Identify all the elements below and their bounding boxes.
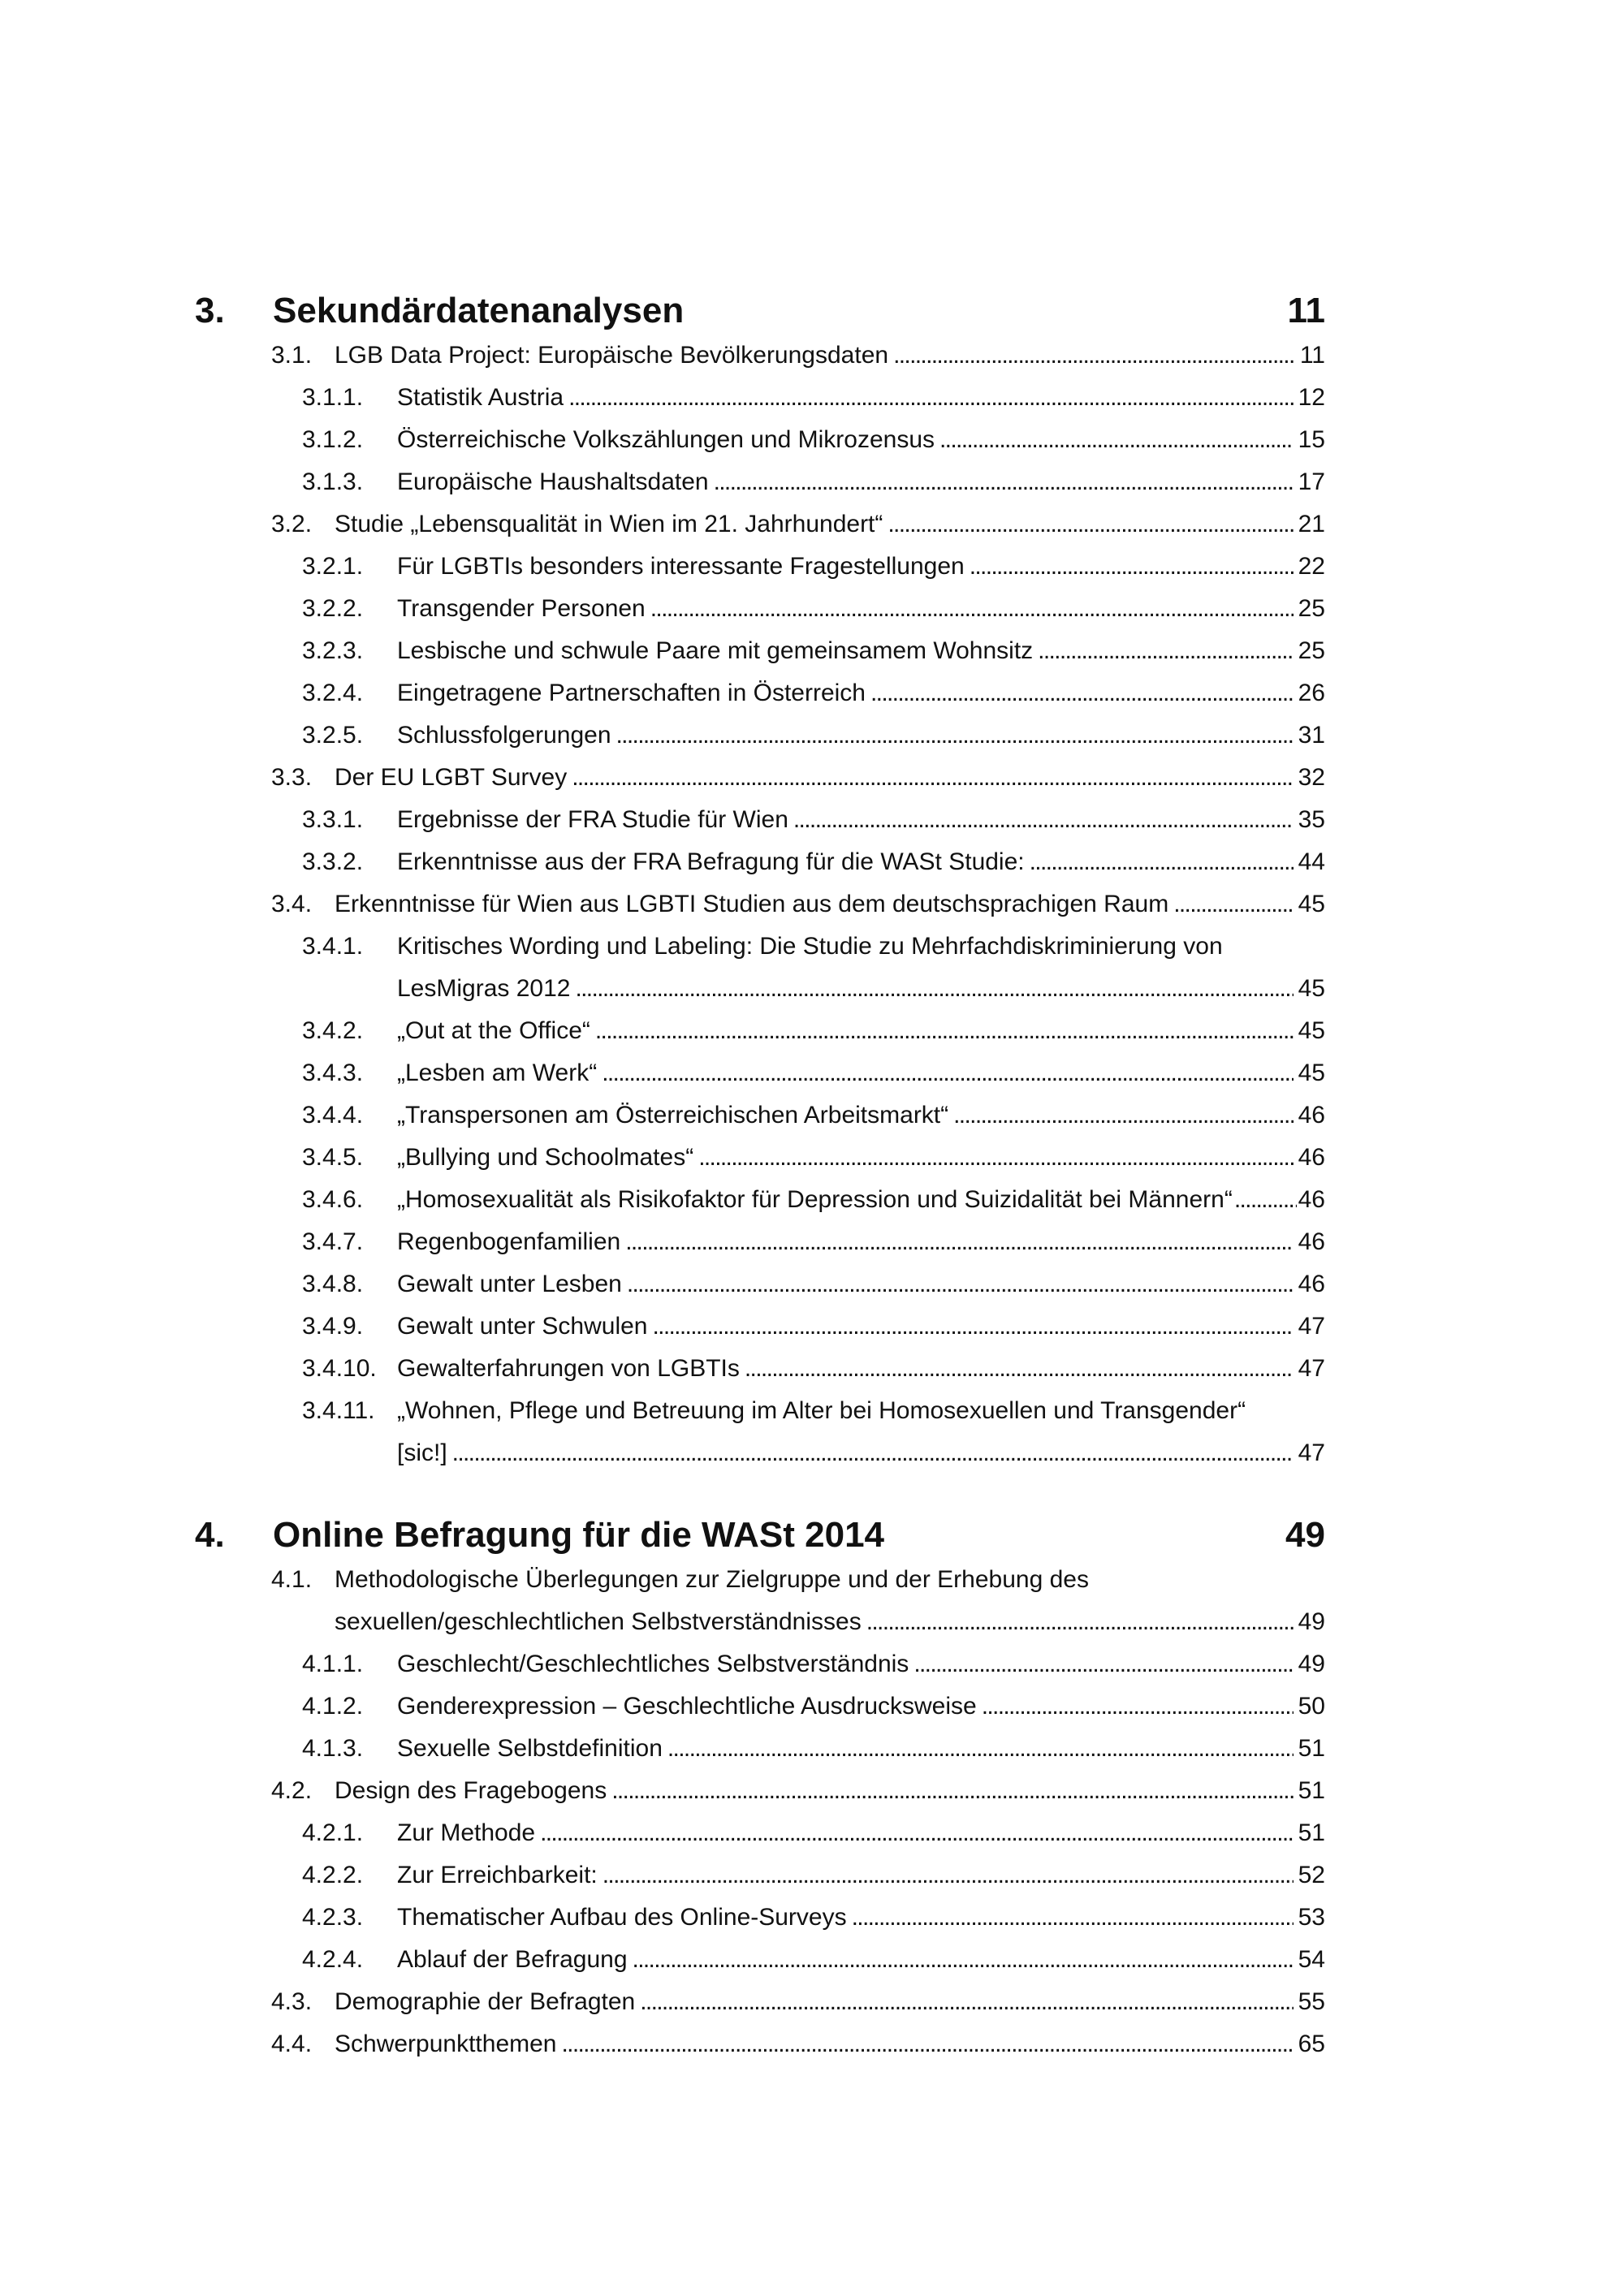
entry-title: Transgender Personen <box>397 595 646 622</box>
dot-leader <box>852 1897 1294 1939</box>
entry-number: 3.4.8. <box>302 1271 364 1297</box>
entry-title: Lesbische und schwule Paare mit gemeinsamem Wohnsitz <box>397 637 1034 664</box>
entry-page-number: 44 <box>1298 848 1325 875</box>
entry-page-number: 47 <box>1298 1439 1325 1466</box>
entry-page-number: 50 <box>1298 1693 1325 1720</box>
entry-number: 4.1.3. <box>302 1735 364 1762</box>
entry-title: Kritisches Wording und Labeling: Die Studie zu Mehrfachdiskriminierung von <box>397 933 1223 960</box>
toc-entry[interactable] <box>302 672 1325 714</box>
dot-leader <box>562 2023 1294 2065</box>
toc-entry[interactable] <box>302 1348 1325 1390</box>
entry-title: Erkenntnisse aus der FRA Befragung für die WASt Studie: <box>397 848 1025 875</box>
toc-entry[interactable] <box>302 630 1325 672</box>
entry-number: 3.3. <box>271 764 313 791</box>
toc-chapter-heading[interactable] <box>195 1507 1325 1564</box>
entry-page-number: 46 <box>1298 1186 1325 1213</box>
toc-entry[interactable] <box>302 1179 1325 1221</box>
entry-number: 4.2.2. <box>302 1862 364 1888</box>
entry-title: Demographie der Befragten <box>335 1988 636 2015</box>
dot-leader <box>893 334 1295 377</box>
entry-page-number: 26 <box>1298 680 1325 706</box>
entry-number: 4.1. <box>271 1566 313 1593</box>
dot-leader <box>603 1854 1294 1897</box>
entry-number: 3.4.3. <box>302 1060 364 1086</box>
entry-page-number: 52 <box>1298 1862 1325 1888</box>
entry-page-number: 46 <box>1298 1144 1325 1171</box>
toc-entry[interactable] <box>302 714 1325 757</box>
entry-number: 3.4.2. <box>302 1017 364 1044</box>
dot-leader <box>627 1263 1294 1306</box>
toc-entry[interactable] <box>302 1685 1325 1728</box>
toc-entry-continuation[interactable] <box>335 1601 1325 1643</box>
entry-title: Thematischer Aufbau des Online-Surveys <box>397 1904 847 1931</box>
dot-leader <box>1173 883 1293 926</box>
toc-entry[interactable] <box>271 334 1325 377</box>
entry-number: 3.3.1. <box>302 806 364 833</box>
entry-number: 3.4.5. <box>302 1144 364 1171</box>
toc-entry[interactable] <box>302 1939 1325 1981</box>
entry-page-number: 45 <box>1298 1060 1325 1086</box>
entry-page-number: 54 <box>1298 1946 1325 1973</box>
dot-leader <box>914 1643 1293 1685</box>
entry-number: 3.4.10. <box>302 1355 377 1382</box>
entry-number: 3.4. <box>271 891 313 917</box>
dot-leader <box>540 1812 1294 1854</box>
dot-leader <box>970 546 1294 588</box>
dot-leader <box>1038 630 1293 672</box>
entry-page-number: 31 <box>1298 722 1325 749</box>
entry-title: Regenbogenfamilien <box>397 1228 621 1255</box>
entry-title: Geschlecht/Geschlechtliches Selbstverständnis <box>397 1651 909 1677</box>
toc-entry[interactable] <box>302 1221 1325 1263</box>
toc-entry[interactable] <box>302 1094 1325 1137</box>
toc-entry[interactable] <box>271 1770 1325 1812</box>
entry-page-number: 21 <box>1298 511 1325 537</box>
toc-entry-first-line[interactable] <box>302 1390 1246 1432</box>
dot-leader <box>452 1432 1294 1474</box>
toc-entry[interactable] <box>271 2023 1325 2065</box>
entry-title: Der EU LGBT Survey <box>335 764 568 791</box>
dot-leader <box>714 461 1294 503</box>
entry-title: Statistik Austria <box>397 384 564 411</box>
entry-title: Für LGBTIs besonders interessante Fragestellungen <box>397 553 965 580</box>
toc-entry-continuation[interactable] <box>397 968 1325 1010</box>
dot-leader <box>866 1601 1294 1643</box>
entry-page-number: 47 <box>1298 1313 1325 1340</box>
entry-page-number: 25 <box>1298 595 1325 622</box>
entry-page-number: 35 <box>1298 806 1325 833</box>
dot-leader <box>939 419 1294 461</box>
toc-entry[interactable] <box>271 503 1325 546</box>
entry-page-number: 17 <box>1298 468 1325 495</box>
dot-leader <box>602 1052 1293 1094</box>
dot-leader <box>611 1770 1293 1812</box>
chapter-page-number: 49 <box>1285 1515 1325 1555</box>
toc-entry[interactable] <box>271 883 1325 926</box>
entry-title: Zur Erreichbarkeit: <box>397 1862 598 1888</box>
chapter-title: Online Befragung für die WASt 2014 <box>273 1515 885 1555</box>
entry-title: „Transpersonen am Österreichischen Arbeitsmarkt“ <box>397 1102 949 1129</box>
toc-entry[interactable] <box>302 461 1325 503</box>
entry-title: Methodologische Überlegungen zur Zielgruppe und der Erhebung des <box>335 1566 1089 1593</box>
entry-page-number: 46 <box>1298 1228 1325 1255</box>
dot-leader <box>625 1221 1293 1263</box>
dot-leader <box>616 714 1294 757</box>
entry-number: 3.4.1. <box>302 933 364 960</box>
entry-number: 4.3. <box>271 1988 313 2015</box>
entry-page-number: 32 <box>1298 764 1325 791</box>
toc-entry[interactable] <box>302 799 1325 841</box>
toc-entry[interactable] <box>302 1728 1325 1770</box>
entry-title: Ablauf der Befragung <box>397 1946 628 1973</box>
toc-entry[interactable] <box>302 1812 1325 1854</box>
entry-number: 3.1.2. <box>302 426 364 453</box>
entry-title: Studie „Lebensqualität in Wien im 21. Jahrhundert“ <box>335 511 883 537</box>
dot-leader <box>745 1348 1294 1390</box>
entry-page-number: 12 <box>1298 384 1325 411</box>
entry-number: 4.2.3. <box>302 1904 364 1931</box>
toc-entry[interactable] <box>302 841 1325 883</box>
entry-title: Genderexpression – Geschlechtliche Ausdrucksweise <box>397 1693 977 1720</box>
entry-title: Design des Fragebogens <box>335 1777 607 1804</box>
entry-title: „Out at the Office“ <box>397 1017 590 1044</box>
dot-leader <box>1030 841 1294 883</box>
entry-title: Gewalt unter Lesben <box>397 1271 622 1297</box>
entry-number: 3.1.3. <box>302 468 364 495</box>
toc-entry[interactable] <box>271 757 1325 799</box>
entry-number: 3.2.3. <box>302 637 364 664</box>
entry-page-number: 15 <box>1298 426 1325 453</box>
entry-title: Gewalterfahrungen von LGBTIs <box>397 1355 740 1382</box>
entry-title: Gewalt unter Schwulen <box>397 1313 648 1340</box>
dot-leader <box>870 672 1294 714</box>
toc-entry[interactable] <box>302 1643 1325 1685</box>
toc-entry[interactable] <box>302 1897 1325 1939</box>
entry-number: 4.4. <box>271 2031 313 2057</box>
entry-title: Sexuelle Selbstdefinition <box>397 1735 663 1762</box>
entry-title: Europäische Haushaltsdaten <box>397 468 709 495</box>
toc-entry-first-line[interactable] <box>271 1559 1089 1601</box>
dot-leader <box>1234 1179 1297 1221</box>
entry-title-continuation: LesMigras 2012 <box>397 975 571 1002</box>
entry-page-number: 11 <box>1299 342 1325 369</box>
dot-leader <box>667 1728 1294 1770</box>
dot-leader <box>568 377 1294 419</box>
entry-page-number: 51 <box>1298 1735 1325 1762</box>
entry-page-number: 45 <box>1298 975 1325 1002</box>
entry-number: 3.1. <box>271 342 313 369</box>
toc-entry[interactable] <box>302 1854 1325 1897</box>
toc-entry[interactable] <box>302 546 1325 588</box>
entry-number: 3.2.5. <box>302 722 364 749</box>
entry-number: 4.2.1. <box>302 1819 364 1846</box>
dot-leader <box>650 588 1294 630</box>
toc-entry[interactable] <box>271 1981 1325 2023</box>
entry-title-continuation: sexuellen/geschlechtlichen Selbstverständnisses <box>335 1608 862 1635</box>
entry-number: 4.1.2. <box>302 1693 364 1720</box>
toc-entry[interactable] <box>302 1306 1325 1348</box>
entry-title: Österreichische Volkszählungen und Mikrozensus <box>397 426 935 453</box>
entry-number: 3.4.11. <box>302 1397 375 1424</box>
entry-page-number: 25 <box>1298 637 1325 664</box>
entry-title: LGB Data Project: Europäische Bevölkerungsdaten <box>335 342 889 369</box>
entry-title: Schlussfolgerungen <box>397 722 611 749</box>
entry-title: Zur Methode <box>397 1819 536 1846</box>
entry-page-number: 46 <box>1298 1102 1325 1129</box>
entry-title: Ergebnisse der FRA Studie für Wien <box>397 806 788 833</box>
entry-page-number: 22 <box>1298 553 1325 580</box>
entry-title: Schwerpunktthemen <box>335 2031 557 2057</box>
dot-leader <box>640 1981 1293 2023</box>
entry-page-number: 51 <box>1298 1819 1325 1846</box>
entry-number: 3.2.1. <box>302 553 364 580</box>
entry-page-number: 49 <box>1298 1651 1325 1677</box>
toc-entry[interactable] <box>302 1137 1325 1179</box>
entry-page-number: 53 <box>1298 1904 1325 1931</box>
entry-title: Erkenntnisse für Wien aus LGBTI Studien aus dem deutschsprachigen Raum <box>335 891 1169 917</box>
dot-leader <box>953 1094 1293 1137</box>
dot-leader <box>653 1306 1294 1348</box>
dot-leader <box>572 757 1293 799</box>
toc-entry-continuation[interactable] <box>397 1432 1325 1474</box>
entry-page-number: 49 <box>1298 1608 1325 1635</box>
entry-title-continuation: [sic!] <box>397 1439 447 1466</box>
entry-number: 3.1.1. <box>302 384 364 411</box>
entry-number: 3.2.2. <box>302 595 364 622</box>
toc-entry[interactable] <box>302 1263 1325 1306</box>
dot-leader <box>633 1939 1294 1981</box>
entry-number: 4.1.1. <box>302 1651 364 1677</box>
entry-page-number: 51 <box>1298 1777 1325 1804</box>
entry-number: 4.2.4. <box>302 1946 364 1973</box>
entry-number: 3.4.4. <box>302 1102 364 1129</box>
chapter-number: 4. <box>195 1515 225 1555</box>
toc-entry-first-line[interactable] <box>302 926 1223 968</box>
toc-entry[interactable] <box>302 377 1325 419</box>
chapter-number: 3. <box>195 291 225 330</box>
entry-page-number: 65 <box>1298 2031 1325 2057</box>
toc-entry[interactable] <box>302 1052 1325 1094</box>
dot-leader <box>575 968 1293 1010</box>
entry-title: „Wohnen, Pflege und Betreuung im Alter bei Homosexuellen und Transgender“ <box>397 1397 1246 1424</box>
entry-number: 3.2.4. <box>302 680 364 706</box>
entry-number: 3.3.2. <box>302 848 364 875</box>
dot-leader <box>888 503 1293 546</box>
entry-page-number: 46 <box>1298 1271 1325 1297</box>
entry-number: 4.2. <box>271 1777 313 1804</box>
entry-number: 3.2. <box>271 511 313 537</box>
entry-number: 3.4.9. <box>302 1313 364 1340</box>
entry-number: 3.4.6. <box>302 1186 364 1213</box>
entry-title: „Lesben am Werk“ <box>397 1060 598 1086</box>
entry-page-number: 45 <box>1298 891 1325 917</box>
dot-leader <box>595 1010 1294 1052</box>
toc-entry[interactable] <box>302 419 1325 461</box>
entry-title: „Homosexualität als Risikofaktor für Depression und Suizidalität bei Männern“ <box>397 1186 1233 1213</box>
toc-entry[interactable] <box>302 588 1325 630</box>
entry-page-number: 45 <box>1298 1017 1325 1044</box>
chapter-title: Sekundärdatenanalysen <box>273 291 685 330</box>
dot-leader <box>793 799 1294 841</box>
dot-leader <box>982 1685 1294 1728</box>
chapter-page-number: 11 <box>1287 291 1325 330</box>
dot-leader <box>698 1137 1293 1179</box>
toc-chapter-heading[interactable] <box>195 283 1325 339</box>
entry-number: 3.4.7. <box>302 1228 364 1255</box>
entry-page-number: 55 <box>1298 1988 1325 2015</box>
entry-title: „Bullying und Schoolmates“ <box>397 1144 694 1171</box>
toc-entry[interactable] <box>302 1010 1325 1052</box>
entry-page-number: 47 <box>1298 1355 1325 1382</box>
entry-title: Eingetragene Partnerschaften in Österreich <box>397 680 866 706</box>
